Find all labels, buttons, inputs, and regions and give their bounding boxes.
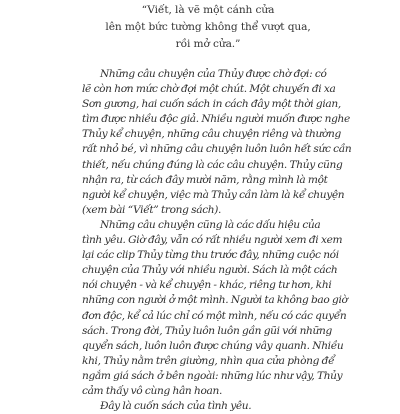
text-line: Những câu chuyện cũng là các dấu hiệu của — [100, 218, 321, 231]
quote-line: lên một bức tường không thể vượt qua, — [105, 21, 311, 33]
body-text — [82, 67, 352, 414]
text-line: sách. Trong đời, Thủy luôn luôn gần gũi với những — [82, 324, 332, 337]
text-line: tình yêu. Giờ đây, vẫn có rất nhiều người xem đi xem — [82, 234, 343, 247]
text-line: Thủy kể chuyện, những câu chuyện riêng và thường — [82, 128, 341, 141]
text-line: khi, Thủy nằm trên giường, nhìn qua cửa phòng để — [82, 354, 335, 367]
quote-line: rồi mở cửa.” — [175, 38, 241, 50]
paragraph-2 — [82, 218, 348, 399]
text-line: nhận ra, từ cách đây mười năm, rằng mình là một — [82, 173, 328, 186]
text-line: cảm thấy vô cùng hân hoan. — [82, 384, 222, 397]
text-line: những con người ở một mình. Người ta không bao giờ — [82, 294, 348, 307]
text-line: đơn độc, kể cả lúc chỉ có một mình, nếu có các quyển — [82, 309, 347, 322]
text-line: rất nhỏ bé, vì những câu chuyện luôn luôn hết sức cần — [82, 143, 352, 156]
text-line: ngắm giá sách ở bên ngoài: những lúc như vậy, Thủy — [82, 369, 343, 382]
text-line: Những câu chuyện của Thủy được chờ đợi: có — [100, 68, 327, 80]
text-line: lại các clip Thủy từng thu trước đây, những cuộc nói — [82, 249, 339, 262]
text-line: chuyện của Thủy với nhiều người. Sách là một cách — [82, 264, 338, 277]
text-line: (xem bài “Viết” trong sách). — [82, 203, 222, 216]
text-line: lẽ còn hơn mức chờ đợi một chút. Một chuyến đi xa — [82, 83, 336, 96]
paragraph-3 — [82, 399, 330, 414]
text-line: thiết, nếu chúng đúng là các câu chuyện. Thủy cũng — [82, 158, 343, 171]
text-line: người kể chuyện, việc mà Thủy cần làm là kể chuyện — [82, 188, 345, 201]
paragraph-1 — [82, 67, 352, 218]
text-line: nói chuyện - và kể chuyện - khác, riêng tư hơn, khi — [82, 279, 332, 292]
text-line: tìm được nhiều độc giả. Nhiều người muốn được nghe — [82, 113, 350, 126]
text-line: quyển sách, luôn luôn được chúng vây quanh. Nhiều — [82, 339, 344, 352]
epigraph-quote — [82, 2, 330, 53]
text-line: Đây là cuốn sách của tình yêu. — [100, 400, 252, 413]
text-line: Sơn gương, hai cuốn sách in cách đây một thời gian, — [82, 98, 341, 111]
quote-line: “Viết, là vẽ một cánh cửa — [141, 4, 275, 16]
